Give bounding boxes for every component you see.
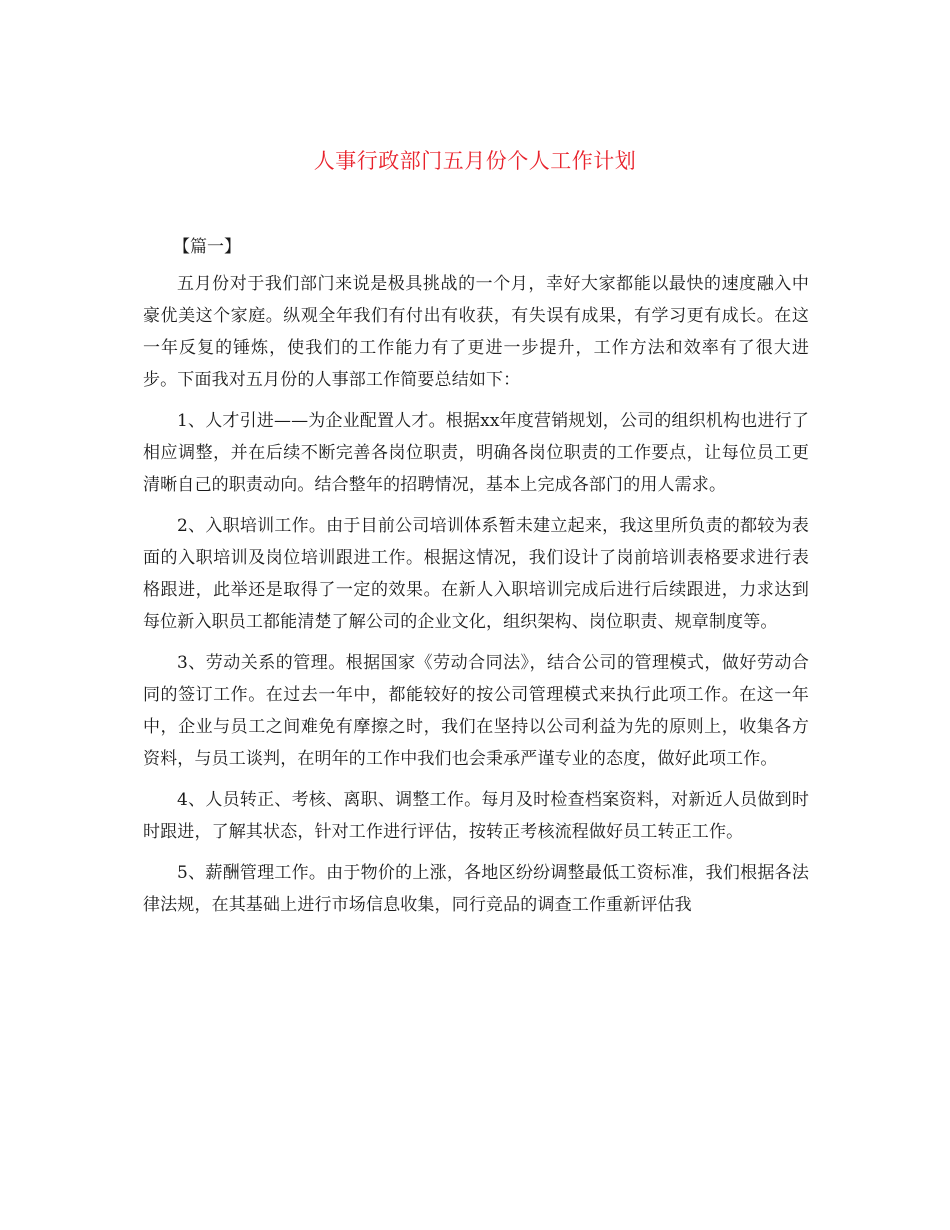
paragraph-personnel-changes: 4、人员转正、考核、离职、调整工作。每月及时检查档案资料，对新近人员做到时时跟进，了解其状态，针对工作进行评估，按转正考核流程做好员工转正工作。 xyxy=(143,790,809,842)
paragraph-compensation: 5、薪酬管理工作。由于物价的上涨，各地区纷纷调整最低工资标准，我们根据各法律法规，在其基础上进行市场信息收集，同行竞品的调查工作重新评估我 xyxy=(143,863,809,915)
document-title: 人事行政部门五月份个人工作计划 xyxy=(313,149,637,173)
paragraph-intro: 五月份对于我们部门来说是极具挑战的一个月，幸好大家都能以最快的速度融入中豪优美这个家庭。纵观全年我们有付出有收获，有失误有成果，有学习更有成长。在这一年反复的锤炼，使我们的工作能力有了更进一步提升，工作方法和效率有了很大进步。下面我对五月份的人事部工作简要总结如下： xyxy=(143,274,809,390)
paragraph-labor-relations: 3、劳动关系的管理。根据国家《劳动合同法》，结合公司的管理模式，做好劳动合同的签订工作。在过去一年中，都能较好的按公司管理模式来执行此项工作。在这一年中，企业与员工之间难免有摩擦之时，我们在坚持以公司利益为先的原则上，收集各方资料，与员工谈判，在明年的工作中我们也会秉承严谨专业的态度，做好此项工作。 xyxy=(143,653,809,769)
section-label: 【篇一】 xyxy=(173,237,241,257)
document-body xyxy=(143,232,809,930)
paragraph-talent-recruitment: 1、人才引进——为企业配置人才。根据xx年度营销规划，公司的组织机构也进行了相应调整，并在后续不断完善各岗位职责，明确各岗位职责的工作要点，让每位员工更清晰自己的职责动向。结合整年的招聘情况，基本上完成各部门的用人需求。 xyxy=(143,411,809,495)
paragraph-onboarding-training: 2、入职培训工作。由于目前公司培训体系暂未建立起来，我这里所负责的都较为表面的入职培训及岗位培训跟进工作。根据这情况，我们设计了岗前培训表格要求进行表格跟进，此举还是取得了一定的效果。在新人入职培训完成后进行后续跟进，力求达到每位新入职员工都能清楚了解公司的企业文化，组织架构、岗位职责、规章制度等。 xyxy=(143,516,809,632)
